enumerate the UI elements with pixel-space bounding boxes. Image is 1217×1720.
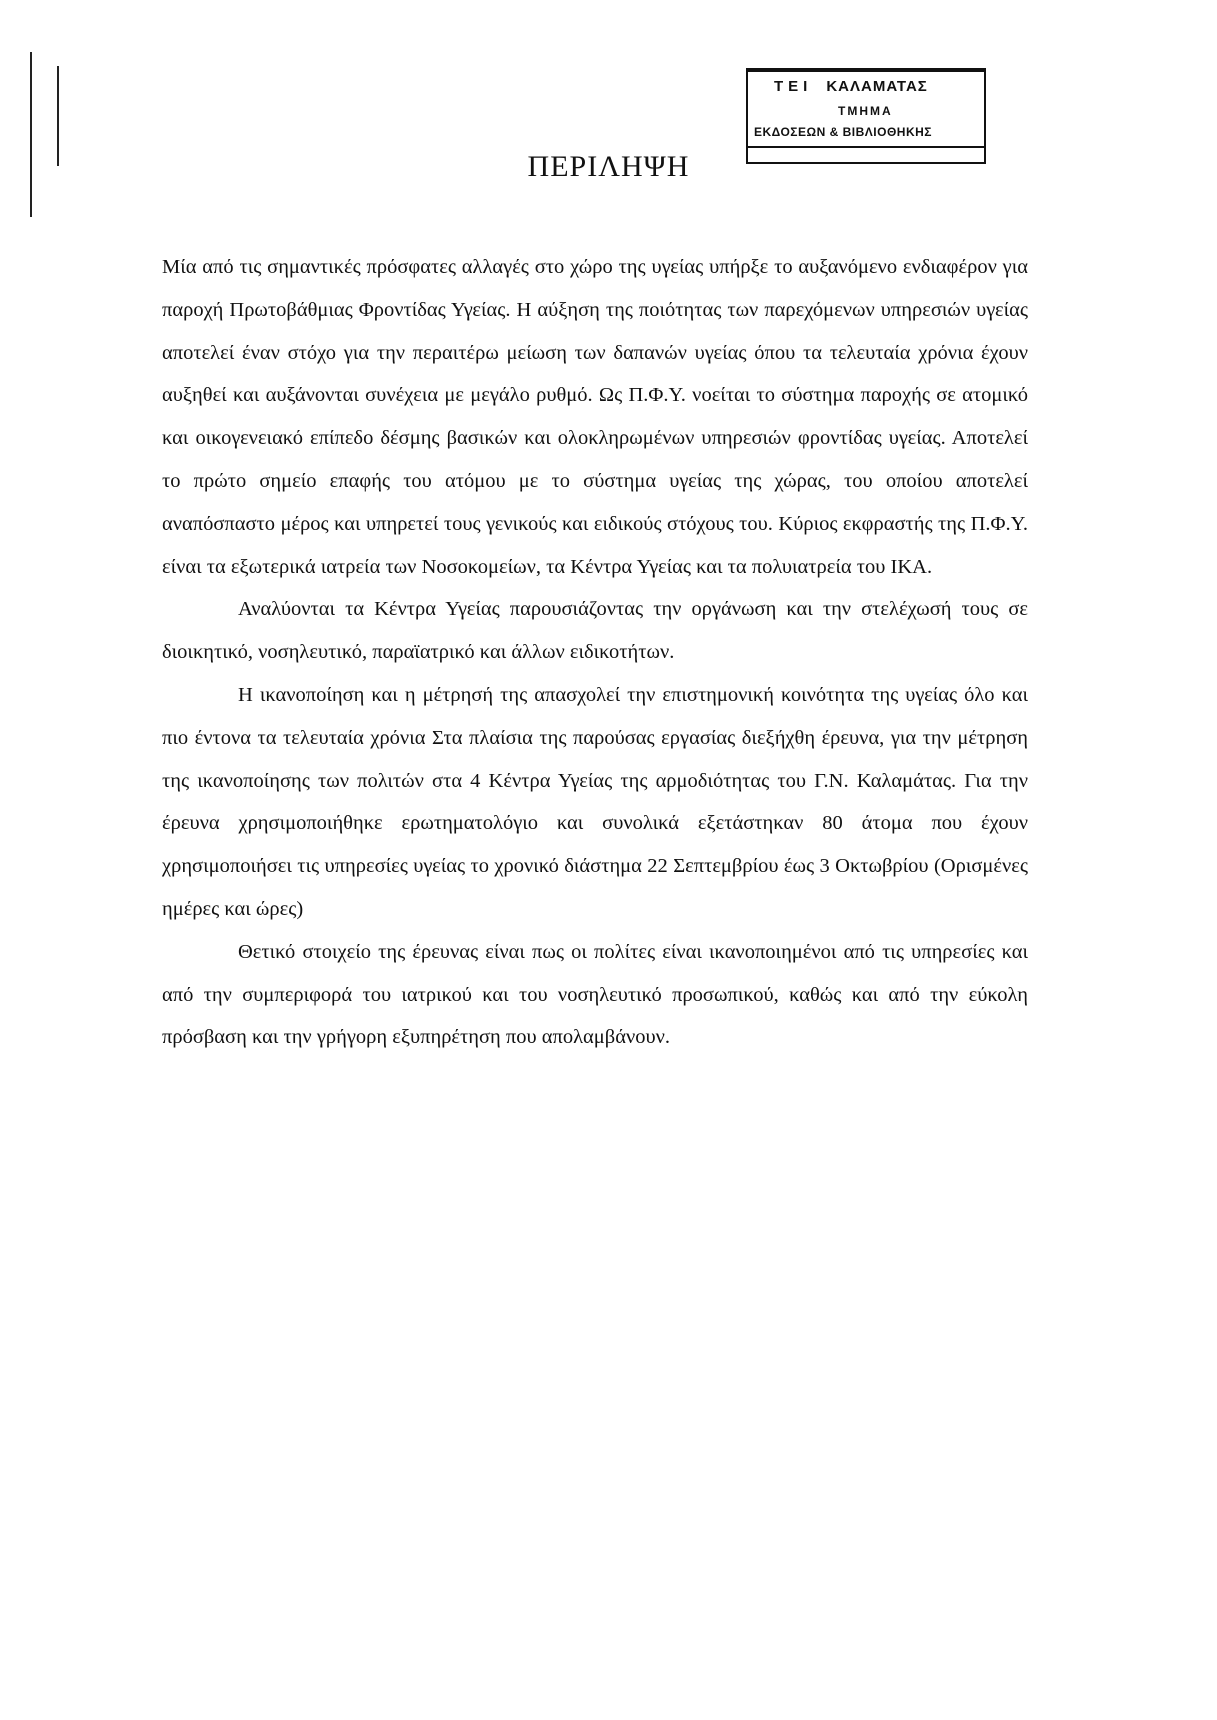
stamp-line-1 (774, 78, 928, 95)
stamp-underline (748, 146, 984, 148)
stamp-institution: ΤΕΙ (774, 78, 813, 95)
scan-edge-line (30, 52, 32, 217)
paragraph-intro: Μία από τις σημαντικές πρόσφατες αλλαγές στο χώρο της υγείας υπήρξε το αυξανόμενο ενδιαφέρον για παροχή Πρωτοβάθμιας Φροντίδας Υγείας. Η αύξηση της ποιότητας των παρεχόμενων υπηρεσιών υγείας αποτελεί έναν στόχο για την περαιτέρω μείωση των δαπανών υγείας όπου τα τελευταία χρόνια έχουν αυξηθεί και αυξάνονται συνέχεια με μεγάλο ρυθμό. Ως Π.Φ.Υ. νοείται το σύστημα παροχής σε ατομικό και οικογενειακό επίπεδο δέσμης βασικών και ολοκληρωμένων υπηρεσιών φροντίδας υγείας. Αποτελεί το πρώτο σημείο επαφής του ατόμου με το σύστημα υγείας της χώρας, του οποίου αποτελεί αναπόσπαστο μέρος και υπηρετεί τους γενικούς και ειδικούς στόχους του. Κύριος εκφραστής της Π.Φ.Υ. είναι τα εξωτερικά ιατρεία των Νοσοκομείων, τα Κέντρα Υγείας και τα πολυιατρεία του ΙΚΑ. (162, 256, 1028, 578)
paragraph-research: Η ικανοποίηση και η μέτρησή της απασχολεί την επιστημονική κοινότητα της υγείας όλο και πιο έντονα τα τελευταία χρόνια Στα πλαίσια της παρούσας εργασίας διεξήχθη έρευνα, για την μέτρηση της ικανοποίησης των πολιτών στα 4 Κέντρα Υγείας της αρμοδιότητας του Γ.Ν. Καλαμάτας. Για την έρευνα χρησιμοποιήθηκε ερωτηματολόγιο και συνολικά εξετάστηκαν 80 άτομα που έχουν χρησιμοποιήσει τις υπηρεσίες υγείας το χρονικό διάστημα 22 Σεπτεμβρίου έως 3 Οκτωβρίου (Ορισμένες ημέρες και ώρες) (162, 683, 1028, 920)
stamp-service: ΕΚΔΟΣΕΩΝ & ΒΙΒΛΙΟΘΗΚΗΣ (754, 125, 933, 139)
page-title: ΠΕΡΙΛΗΨΗ (527, 150, 690, 183)
stamp-department: ΤΜΗΜΑ (838, 104, 893, 118)
paragraph-health-centers: Αναλύονται τα Κέντρα Υγείας παρουσιάζοντας την οργάνωση και την στελέχωσή τους σε διοικητικό, νοσηλευτικό, παραϊατρικό και άλλων ειδικοτήτων. (162, 598, 1028, 664)
abstract-body (162, 246, 1028, 1059)
stamp-city: ΚΑΛΑΜΑΤΑΣ (826, 78, 928, 95)
paragraph-findings: Θετικό στοιχείο της έρευνας είναι πως οι πολίτες είναι ικανοποιημένοι από τις υπηρεσίες και από την συμπεριφορά του ιατρικού και του νοσηλευτικό προσωπικού, καθώς και από την εύκολη πρόσβαση και την γρήγορη εξυπηρέτηση που απολαμβάνουν. (162, 940, 1028, 1049)
